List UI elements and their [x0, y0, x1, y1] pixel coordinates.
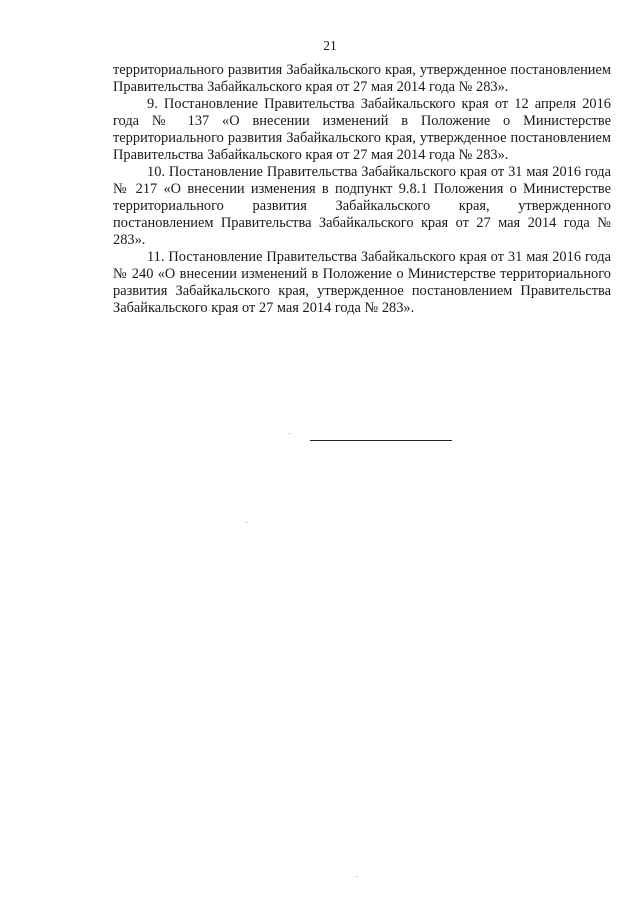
paragraph-continuation: территориального развития Забайкальского края, утвержденное постановлением Правительства Забайкальского края от 27 мая 2014 года № 283». — [113, 62, 611, 95]
scan-speck — [289, 433, 290, 434]
page-number: 21 — [323, 38, 337, 53]
document-body — [113, 62, 611, 317]
paragraph-item-11: 11. Постановление Правительства Забайкальского края от 31 мая 2016 года № 240 «О внесении изменений в Положение о Министерстве территориального развития Забайкальского края, утвержденное постановлением Правительства Забайкальского края от 27 мая 2014 года № 283». — [113, 249, 611, 316]
paragraph-item-9: 9. Постановление Правительства Забайкальского края от 12 апреля 2016 года № 137 «О внесении изменений в Положение о Министерстве территориального развития Забайкальского края, утвержденное постановлением Правительства Забайкальского края от 27 мая 2014 года № 283». — [113, 96, 611, 163]
end-separator-line — [310, 440, 452, 441]
scan-speck — [246, 522, 247, 523]
paragraph-item-10: 10. Постановление Правительства Забайкальского края от 31 мая 2016 года № 217 «О внесении изменения в подпункт 9.8.1 Положения о Министерстве территориального развития Забайкальского края, утвержденного постановлением Правительства Забайкальского края от 27 мая 2014 года № 283». — [113, 164, 611, 248]
scan-speck — [356, 876, 357, 877]
